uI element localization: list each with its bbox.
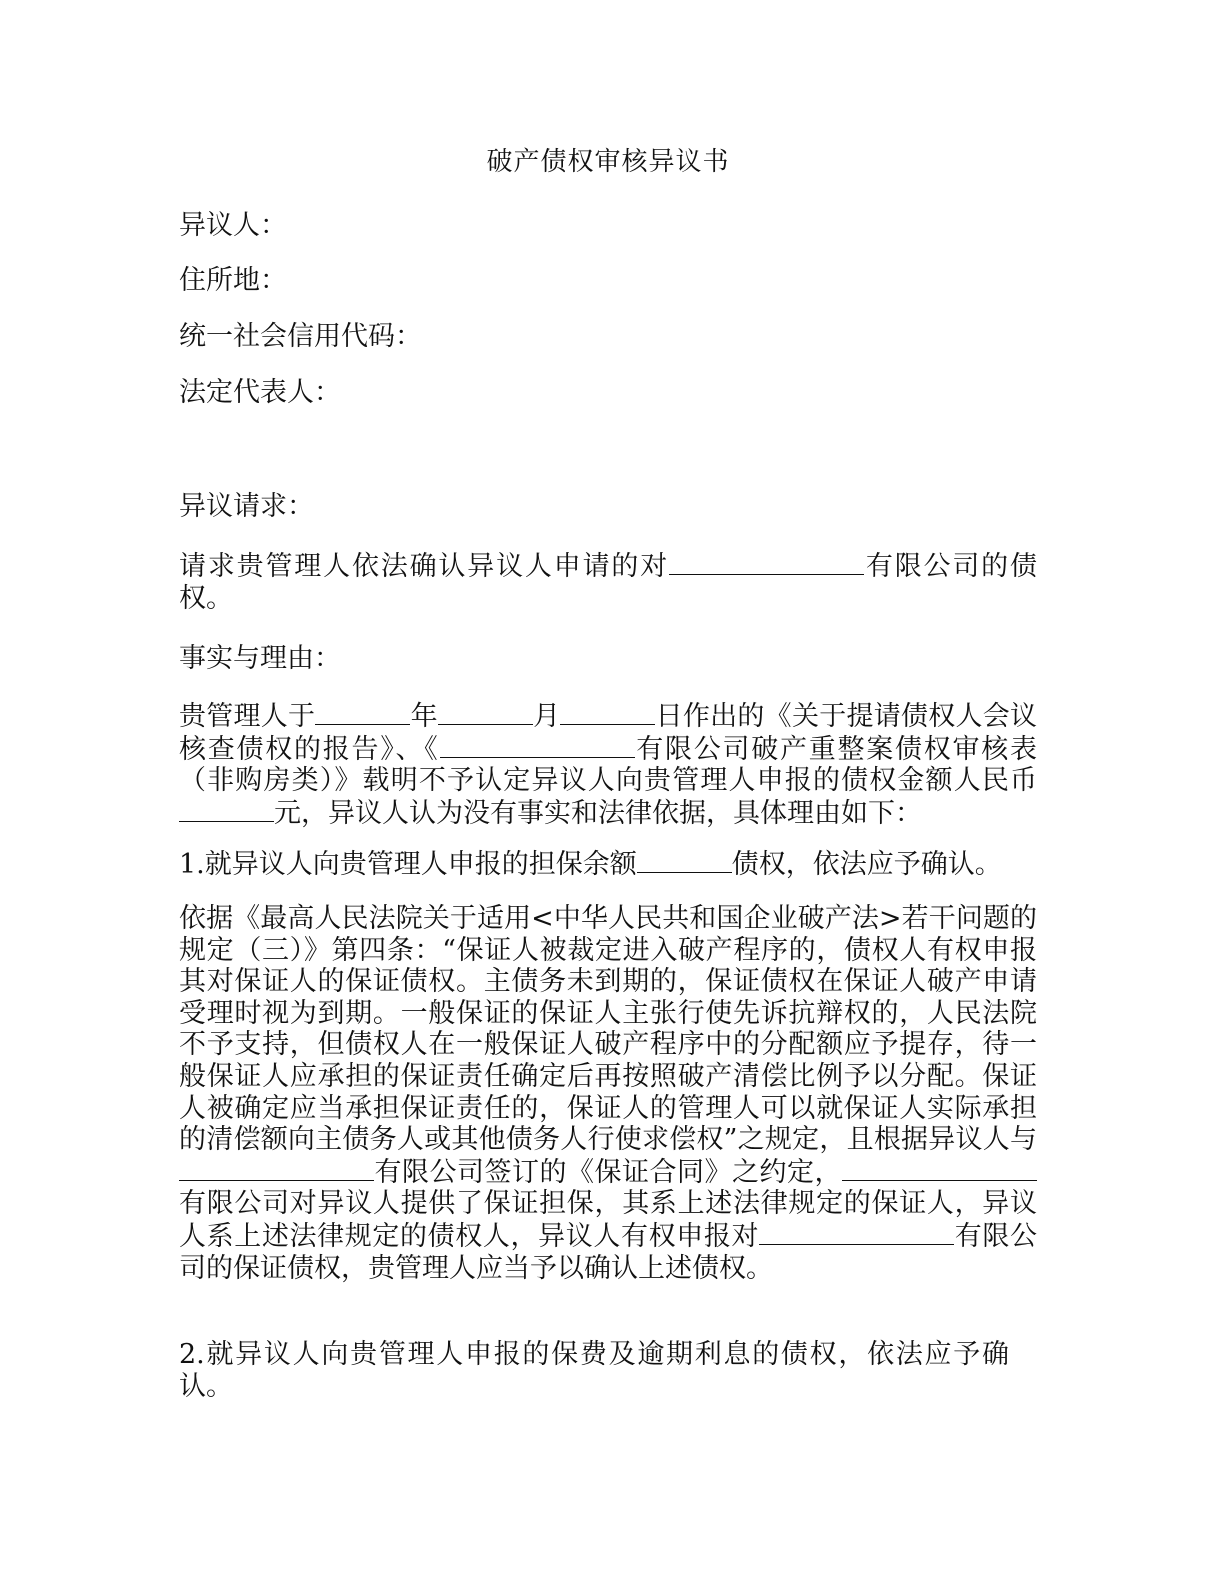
facts-text-b: 年	[410, 701, 438, 732]
point-2: 2.就异议人向贵管理人申报的保费及逾期利息的债权，依法应予确认。	[179, 1339, 1009, 1402]
request-heading: 异议请求：	[179, 491, 314, 522]
guarantee-balance-blank[interactable]	[637, 848, 732, 873]
facts-text-a: 贵管理人于	[179, 701, 316, 732]
facts-text-e: 有限公司破产重整案债权审核表（非购房类）》载明不予认定异议人向贵管理人申报的债权金额人民币	[179, 733, 1037, 797]
facts-text-f: 元，异议人认为没有事实和法律依据，具体理由如下：	[274, 797, 922, 829]
month-blank[interactable]	[438, 700, 533, 725]
basis-text-b: 有限公司签订的《保证合同》之约定，	[374, 1156, 842, 1188]
company-blank[interactable]	[179, 1156, 374, 1181]
facts-text-c: 月	[532, 701, 561, 732]
request-paragraph	[179, 550, 1037, 614]
day-blank[interactable]	[560, 700, 655, 725]
point-1-text-a: 1.就异议人向贵管理人申报的担保余额	[179, 849, 637, 880]
request-text-b: 有限公司的债权。	[179, 551, 1038, 614]
company-blank[interactable]	[440, 733, 635, 758]
point-1-text-b: 债权，依法应予确认。	[731, 849, 1002, 880]
company-blank[interactable]	[842, 1156, 1037, 1181]
facts-paragraph	[179, 700, 1037, 829]
credit-code-field: 统一社会信用代码：	[179, 321, 422, 352]
objector-field: 异议人：	[179, 210, 287, 241]
legal-basis-paragraph	[179, 903, 1037, 1284]
amount-blank[interactable]	[179, 797, 274, 822]
address-field: 住所地：	[179, 265, 287, 296]
facts-text-d: 日作出的《关于提请债权人会议核查债权的报告》、《	[179, 701, 1038, 765]
document-title: 破产债权审核异议书	[486, 147, 730, 177]
basis-text-d: 有限公司的保证债权，贵管理人应当予以确认上述债权。	[179, 1220, 1037, 1284]
basis-text-c: 有限公司对异议人提供了保证担保，其系上述法律规定的保证人，异议人系上述法律规定的债权人，异议人有权申报对	[179, 1188, 1037, 1252]
year-blank[interactable]	[315, 700, 410, 725]
company-blank[interactable]	[759, 1220, 954, 1245]
facts-heading: 事实与理由：	[179, 643, 341, 674]
legal-representative-field: 法定代表人：	[179, 377, 341, 408]
basis-text-a: 依据《最高人民法院关于适用<中华人民共和国企业破产法>若干问题的规定（三）》第四条：“保证人被裁定进入破产程序的，债权人有权申报其对保证人的保证债权。主债务未到期的，保证债权在保证人破产申请受理时视为到期。一般保证的保证人主张行使先诉抗辩权的，人民法院不予支持，但债权人在一般保证人破产程序中的分配额应予提存，待一般保证人应承担的保证责任确定后再按照破产清偿比例予以分配。保证人被确定应当承担保证责任的，保证人的管理人可以就保证人实际承担的清偿额向主债务人或其他债务人行使求偿权”之规定，且根据异议人与	[179, 903, 1037, 1156]
point-1	[179, 848, 1002, 882]
request-text-a: 请求贵管理人依法确认异议人申请的对	[179, 551, 670, 582]
company-blank[interactable]	[669, 550, 864, 575]
